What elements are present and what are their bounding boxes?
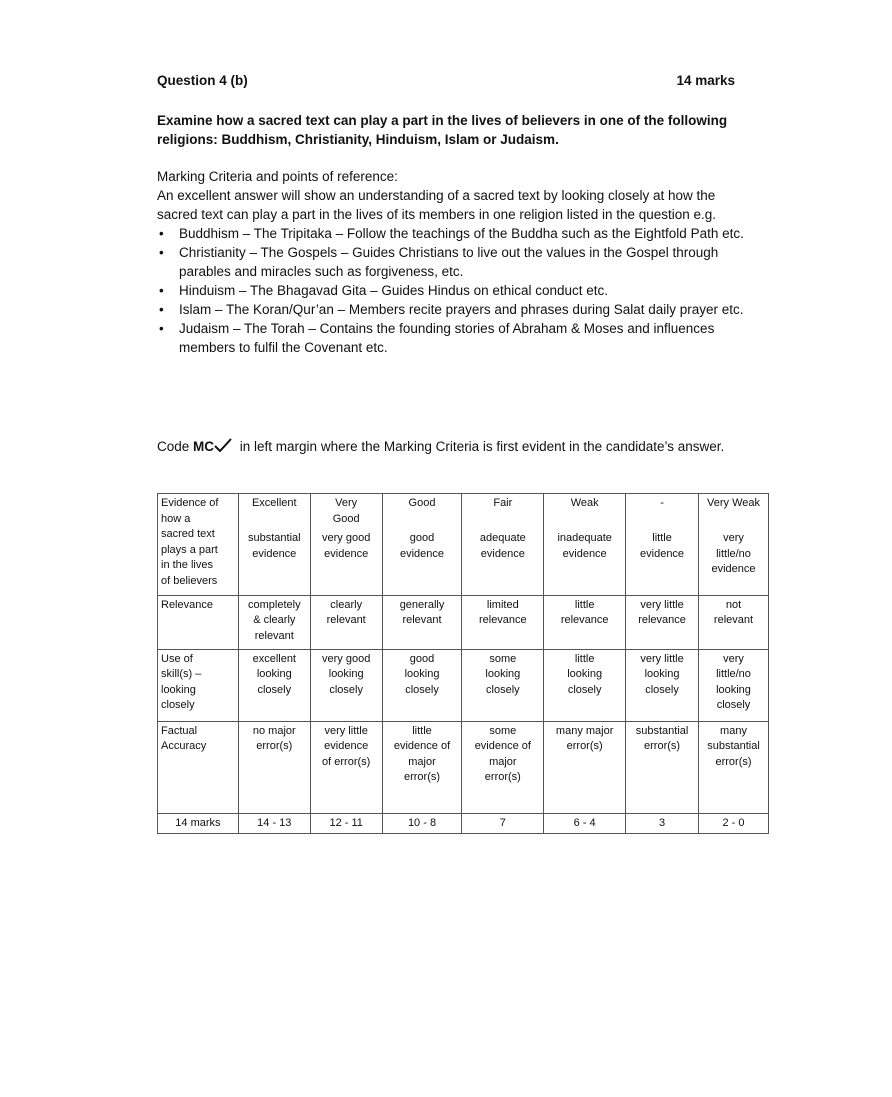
table-cell: very little/no looking closely bbox=[699, 649, 769, 721]
mark-range-cell: 2 - 0 bbox=[699, 813, 769, 834]
table-cell: very good evidence bbox=[310, 529, 382, 595]
table-cell: little relevance bbox=[544, 595, 626, 649]
mark-range-cell: 12 - 11 bbox=[310, 813, 382, 834]
header-cell: - bbox=[626, 494, 699, 530]
row-label-accuracy: Factual Accuracy bbox=[158, 721, 239, 813]
list-item: • Islam – The Koran/Qur’an – Members recite prayers and phrases during Salat daily prayer etc. bbox=[157, 300, 747, 319]
table-row bbox=[158, 813, 769, 834]
table-cell: very little evidence of error(s) bbox=[310, 721, 382, 813]
table-cell: limited relevance bbox=[462, 595, 544, 649]
list-item: • Hinduism – The Bhagavad Gita – Guides Hindus on ethical conduct etc. bbox=[157, 281, 747, 300]
table-cell: generally relevant bbox=[382, 595, 462, 649]
table-cell: little evidence bbox=[626, 529, 699, 595]
table-cell: substantial error(s) bbox=[626, 721, 699, 813]
table-cell: inadequate evidence bbox=[544, 529, 626, 595]
mark-range-cell: 6 - 4 bbox=[544, 813, 626, 834]
table-row bbox=[158, 649, 769, 721]
code-instruction bbox=[157, 437, 727, 456]
question-header bbox=[157, 73, 735, 88]
header-cell: Fair bbox=[462, 494, 544, 530]
table-cell: little looking closely bbox=[544, 649, 626, 721]
table-cell: very little relevance bbox=[626, 595, 699, 649]
table-row bbox=[158, 529, 769, 595]
question-label: Question 4 (b) bbox=[157, 73, 248, 88]
table-cell: some evidence of major error(s) bbox=[462, 721, 544, 813]
table-cell: many substantial error(s) bbox=[699, 721, 769, 813]
mark-range-cell: 7 bbox=[462, 813, 544, 834]
table-cell: very little looking closely bbox=[626, 649, 699, 721]
table-cell: little evidence of major error(s) bbox=[382, 721, 462, 813]
table-cell: very little/no evidence bbox=[699, 529, 769, 595]
table-cell: some looking closely bbox=[462, 649, 544, 721]
table-cell: completely & clearly relevant bbox=[238, 595, 310, 649]
mark-range-cell: 3 bbox=[626, 813, 699, 834]
table-row bbox=[158, 721, 769, 813]
table-cell: many major error(s) bbox=[544, 721, 626, 813]
table-cell: not relevant bbox=[699, 595, 769, 649]
row-label-skills: Use of skill(s) – looking closely bbox=[158, 649, 239, 721]
table-cell: good evidence bbox=[382, 529, 462, 595]
table-cell: substantial evidence bbox=[238, 529, 310, 595]
header-cell: Weak bbox=[544, 494, 626, 530]
mark-range-cell: 14 - 13 bbox=[238, 813, 310, 834]
question-marks: 14 marks bbox=[676, 73, 735, 88]
header-cell: Very Good bbox=[310, 494, 382, 530]
list-item: • Judaism – The Torah – Contains the founding stories of Abraham & Moses and influences members to fulfil the Covenant etc. bbox=[157, 319, 747, 357]
marking-rubric-table bbox=[157, 493, 769, 834]
code-prefix: Code bbox=[157, 439, 194, 454]
list-item: • Christianity – The Gospels – Guides Christians to live out the values in the Gospel through parables and miracles such as forgiveness, etc. bbox=[157, 243, 747, 281]
table-cell: excellent looking closely bbox=[238, 649, 310, 721]
mark-range-cell: 10 - 8 bbox=[382, 813, 462, 834]
code-mc: MC bbox=[193, 439, 215, 454]
criteria-heading: Marking Criteria and points of reference: bbox=[157, 169, 398, 184]
table-row bbox=[158, 494, 769, 530]
checkmark-icon bbox=[214, 438, 232, 452]
table-cell: adequate evidence bbox=[462, 529, 544, 595]
table-cell: clearly relevant bbox=[310, 595, 382, 649]
header-cell: Very Weak bbox=[699, 494, 769, 530]
table-cell: no major error(s) bbox=[238, 721, 310, 813]
code-suffix: in left margin where the Marking Criteria is first evident in the candidate’s answer. bbox=[236, 439, 725, 454]
header-cell: Excellent bbox=[238, 494, 310, 530]
list-item: • Buddhism – The Tripitaka – Follow the teachings of the Buddha such as the Eightfold Path etc. bbox=[157, 224, 747, 243]
header-cell: Good bbox=[382, 494, 462, 530]
marks-row-label: 14 marks bbox=[158, 813, 239, 834]
row-label-evidence: Evidence of how a sacred text plays a part in the lives of believers bbox=[158, 494, 239, 596]
religion-list bbox=[157, 224, 747, 357]
criteria-intro: An excellent answer will show an understanding of a sacred text by looking closely at how the sacred text can play a part in the lives of its members in one religion listed in the question e.g. bbox=[157, 188, 717, 222]
row-label-relevance: Relevance bbox=[158, 595, 239, 649]
question-prompt: Examine how a sacred text can play a part in the lives of believers in one of the following religions: Buddhism, Christianity, Hinduism, Islam or Judaism. bbox=[157, 113, 728, 147]
table-cell: good looking closely bbox=[382, 649, 462, 721]
table-cell: very good looking closely bbox=[310, 649, 382, 721]
table-row bbox=[158, 595, 769, 649]
marking-criteria bbox=[157, 167, 747, 357]
